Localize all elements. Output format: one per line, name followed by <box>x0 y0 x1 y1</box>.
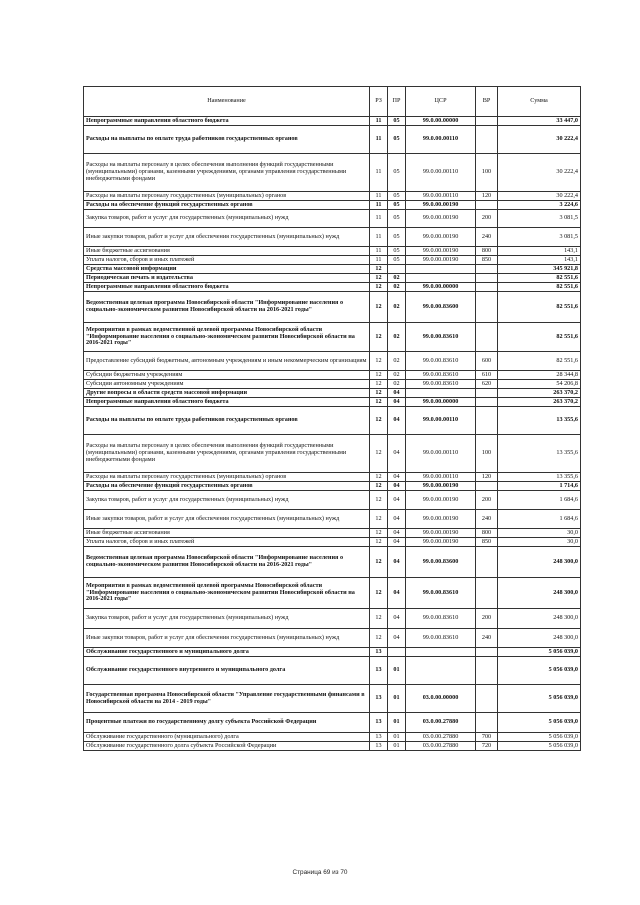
cell-pr: 04 <box>388 491 406 510</box>
table-row <box>84 538 581 547</box>
cell-rz: 12 <box>370 482 388 491</box>
cell-vr <box>476 292 498 323</box>
table-row <box>84 389 581 398</box>
cell-csr: 99.0.00.83610 <box>406 380 476 389</box>
cell-sum: 3 224,6 <box>498 201 581 210</box>
table-row <box>84 529 581 538</box>
table-row <box>84 482 581 491</box>
cell-name: Расходы на выплаты персоналу государственных (муниципальных) органов <box>84 192 370 201</box>
cell-rz: 13 <box>370 713 388 733</box>
cell-rz: 11 <box>370 126 388 154</box>
cell-name: Обслуживание государственного и муниципального долга <box>84 648 370 657</box>
cell-name: Иные закупки товаров, работ и услуг для обеспечения государственных (муниципальных) нужд <box>84 629 370 648</box>
cell-rz: 12 <box>370 371 388 380</box>
cell-sum: 248 300,0 <box>498 609 581 629</box>
cell-vr <box>476 578 498 609</box>
cell-rz: 12 <box>370 380 388 389</box>
cell-vr <box>476 407 498 435</box>
cell-sum: 5 056 039,0 <box>498 733 581 742</box>
cell-csr <box>406 389 476 398</box>
cell-rz: 12 <box>370 578 388 609</box>
budget-table <box>83 86 581 751</box>
cell-name: Иные закупки товаров, работ и услуг для обеспечения государственных (муниципальных) нужд <box>84 510 370 529</box>
cell-name: Непрограммные направления областного бюджета <box>84 117 370 126</box>
cell-pr: 05 <box>388 247 406 256</box>
cell-vr: 240 <box>476 629 498 648</box>
cell-csr: 99.0.00.83610 <box>406 609 476 629</box>
cell-rz: 11 <box>370 192 388 201</box>
cell-name: Уплата налогов, сборов и иных платежей <box>84 538 370 547</box>
cell-vr <box>476 389 498 398</box>
cell-csr: 99.0.00.00190 <box>406 210 476 228</box>
cell-vr <box>476 323 498 352</box>
cell-csr: 99.0.00.00190 <box>406 247 476 256</box>
cell-sum: 345 921,8 <box>498 265 581 274</box>
cell-csr: 99.0.00.00190 <box>406 491 476 510</box>
cell-csr: 99.0.00.83600 <box>406 547 476 578</box>
cell-name: Расходы на выплаты персоналу государственных (муниципальных) органов <box>84 473 370 482</box>
cell-vr: 200 <box>476 210 498 228</box>
cell-vr: 620 <box>476 380 498 389</box>
table-row <box>84 274 581 283</box>
cell-vr <box>476 398 498 407</box>
cell-pr: 04 <box>388 609 406 629</box>
header-rz: РЗ <box>370 87 388 117</box>
cell-rz: 13 <box>370 742 388 751</box>
cell-vr: 800 <box>476 529 498 538</box>
cell-rz: 12 <box>370 609 388 629</box>
table-row <box>84 510 581 529</box>
cell-csr <box>406 648 476 657</box>
cell-sum: 33 447,0 <box>498 117 581 126</box>
table-row <box>84 685 581 713</box>
cell-sum: 3 081,5 <box>498 210 581 228</box>
cell-sum: 82 551,6 <box>498 292 581 323</box>
cell-csr: 99.0.00.00000 <box>406 117 476 126</box>
cell-csr: 03.0.00.00000 <box>406 685 476 713</box>
cell-pr: 01 <box>388 713 406 733</box>
table-row <box>84 473 581 482</box>
cell-vr: 200 <box>476 609 498 629</box>
table-row <box>84 742 581 751</box>
cell-pr: 02 <box>388 352 406 371</box>
cell-pr: 04 <box>388 538 406 547</box>
table-row <box>84 547 581 578</box>
cell-csr: 99.0.00.00190 <box>406 256 476 265</box>
cell-rz: 13 <box>370 657 388 685</box>
cell-pr: 01 <box>388 742 406 751</box>
cell-name: Ведомственная целевая программа Новосибирской области "Информирование населения о социально-экономическом развитии Новосибирской области на 2016-2021 годы" <box>84 292 370 323</box>
cell-csr: 99.0.00.00000 <box>406 398 476 407</box>
table-row <box>84 380 581 389</box>
table-row <box>84 609 581 629</box>
cell-rz: 12 <box>370 547 388 578</box>
table-row <box>84 629 581 648</box>
cell-pr: 02 <box>388 323 406 352</box>
cell-pr: 02 <box>388 283 406 292</box>
cell-vr: 100 <box>476 435 498 473</box>
table-header-row <box>84 87 581 117</box>
table-row <box>84 578 581 609</box>
cell-csr: 99.0.00.00190 <box>406 538 476 547</box>
cell-rz: 11 <box>370 154 388 192</box>
cell-vr: 700 <box>476 733 498 742</box>
cell-sum: 54 206,8 <box>498 380 581 389</box>
table-row <box>84 228 581 247</box>
cell-name: Другие вопросы в области средств массовой информации <box>84 389 370 398</box>
cell-rz: 12 <box>370 538 388 547</box>
table-row <box>84 352 581 371</box>
header-pr: ПР <box>388 87 406 117</box>
table-row <box>84 733 581 742</box>
cell-name: Расходы на выплаты персоналу в целях обеспечения выполнения функций государственными (муниципальными) органами, казенными учреждениями, органами управления государственными внебюджетными фондами <box>84 154 370 192</box>
cell-vr: 720 <box>476 742 498 751</box>
cell-rz: 11 <box>370 247 388 256</box>
table-row <box>84 117 581 126</box>
table-row <box>84 201 581 210</box>
cell-pr: 02 <box>388 380 406 389</box>
cell-sum: 82 551,6 <box>498 323 581 352</box>
cell-sum: 82 551,6 <box>498 352 581 371</box>
cell-pr: 01 <box>388 685 406 713</box>
cell-sum: 1 684,6 <box>498 491 581 510</box>
cell-pr: 05 <box>388 117 406 126</box>
cell-rz: 12 <box>370 529 388 538</box>
cell-rz: 11 <box>370 117 388 126</box>
table-row <box>84 292 581 323</box>
cell-pr: 04 <box>388 529 406 538</box>
cell-sum: 30,0 <box>498 529 581 538</box>
cell-sum: 3 081,5 <box>498 228 581 247</box>
cell-pr: 02 <box>388 292 406 323</box>
table-row <box>84 435 581 473</box>
cell-pr: 04 <box>388 482 406 491</box>
cell-sum: 263 370,2 <box>498 389 581 398</box>
cell-sum: 5 056 039,0 <box>498 713 581 733</box>
cell-name: Уплата налогов, сборов и иных платежей <box>84 256 370 265</box>
cell-name: Процентные платежи по государственному долгу субъекта Российской Федерации <box>84 713 370 733</box>
cell-pr: 05 <box>388 154 406 192</box>
cell-csr <box>406 657 476 685</box>
cell-csr: 03.0.00.27880 <box>406 713 476 733</box>
header-csr: ЦСР <box>406 87 476 117</box>
cell-rz: 12 <box>370 398 388 407</box>
cell-sum: 1 684,6 <box>498 510 581 529</box>
cell-name: Непрограммные направления областного бюджета <box>84 283 370 292</box>
table-row <box>84 126 581 154</box>
cell-pr: 05 <box>388 126 406 154</box>
table-row <box>84 407 581 435</box>
table-row <box>84 398 581 407</box>
cell-csr: 99.0.00.00190 <box>406 510 476 529</box>
cell-rz: 13 <box>370 685 388 713</box>
cell-pr: 04 <box>388 629 406 648</box>
cell-name: Средства массовой информации <box>84 265 370 274</box>
cell-vr <box>476 648 498 657</box>
cell-rz: 12 <box>370 292 388 323</box>
cell-rz: 12 <box>370 389 388 398</box>
cell-rz: 13 <box>370 648 388 657</box>
cell-name: Мероприятия в рамках ведомственной целевой программы Новосибирской области "Информирование населения о социально-экономическом развитии Новосибирской области на 2016-2021 годы" <box>84 323 370 352</box>
cell-csr: 99.0.00.00190 <box>406 529 476 538</box>
cell-name: Расходы на обеспечение функций государственных органов <box>84 201 370 210</box>
table-row <box>84 371 581 380</box>
cell-rz: 11 <box>370 201 388 210</box>
cell-rz: 12 <box>370 435 388 473</box>
cell-sum: 30 222,4 <box>498 192 581 201</box>
cell-pr: 02 <box>388 371 406 380</box>
cell-name: Субсидии бюджетным учреждениям <box>84 371 370 380</box>
cell-rz: 13 <box>370 733 388 742</box>
cell-rz: 11 <box>370 256 388 265</box>
table-row <box>84 247 581 256</box>
table-row <box>84 323 581 352</box>
cell-name: Иные бюджетные ассигнования <box>84 247 370 256</box>
table-row <box>84 713 581 733</box>
cell-vr <box>476 657 498 685</box>
cell-csr: 99.0.00.83600 <box>406 292 476 323</box>
cell-name: Предоставление субсидий бюджетным, автономным учреждениям и иным некоммерческим организациям <box>84 352 370 371</box>
cell-sum: 13 355,6 <box>498 435 581 473</box>
cell-name: Субсидии автономным учреждениям <box>84 380 370 389</box>
cell-pr: 01 <box>388 657 406 685</box>
cell-name: Периодическая печать и издательства <box>84 274 370 283</box>
cell-vr: 120 <box>476 192 498 201</box>
cell-rz: 12 <box>370 510 388 529</box>
cell-name: Иные бюджетные ассигнования <box>84 529 370 538</box>
cell-csr: 99.0.00.83610 <box>406 578 476 609</box>
cell-sum: 143,1 <box>498 256 581 265</box>
cell-pr: 01 <box>388 733 406 742</box>
cell-rz: 12 <box>370 473 388 482</box>
cell-sum: 248 300,0 <box>498 547 581 578</box>
cell-csr: 03.0.00.27880 <box>406 733 476 742</box>
cell-name: Ведомственная целевая программа Новосибирской области "Информирование населения о социально-экономическом развитии Новосибирской области на 2016-2021 годы" <box>84 547 370 578</box>
cell-vr: 200 <box>476 491 498 510</box>
cell-pr: 04 <box>388 547 406 578</box>
cell-name: Закупка товаров, работ и услуг для государственных (муниципальных) нужд <box>84 609 370 629</box>
cell-pr: 05 <box>388 228 406 247</box>
cell-name: Расходы на обеспечение функций государственных органов <box>84 482 370 491</box>
cell-name: Мероприятия в рамках ведомственной целевой программы Новосибирской области "Информирование населения о социально-экономическом развитии Новосибирской области на 2016-2021 годы" <box>84 578 370 609</box>
cell-pr <box>388 648 406 657</box>
cell-name: Обслуживание государственного долга субъекта Российской Федерации <box>84 742 370 751</box>
cell-pr: 05 <box>388 210 406 228</box>
cell-name: Непрограммные направления областного бюджета <box>84 398 370 407</box>
cell-csr: 99.0.00.83610 <box>406 352 476 371</box>
cell-vr <box>476 685 498 713</box>
cell-csr: 99.0.00.00110 <box>406 473 476 482</box>
table-row <box>84 192 581 201</box>
cell-sum: 30 222,4 <box>498 154 581 192</box>
cell-csr <box>406 274 476 283</box>
cell-vr: 120 <box>476 473 498 482</box>
cell-name: Обслуживание государственного внутреннего и муниципального долга <box>84 657 370 685</box>
cell-sum: 30 222,4 <box>498 126 581 154</box>
cell-sum: 13 355,6 <box>498 473 581 482</box>
cell-vr: 240 <box>476 510 498 529</box>
cell-sum: 143,1 <box>498 247 581 256</box>
cell-csr: 99.0.00.00110 <box>406 192 476 201</box>
cell-vr <box>476 265 498 274</box>
page-number: Страница 69 из 70 <box>292 869 348 876</box>
table-row <box>84 256 581 265</box>
cell-pr: 04 <box>388 389 406 398</box>
cell-sum: 5 056 039,0 <box>498 657 581 685</box>
cell-csr: 99.0.00.83610 <box>406 629 476 648</box>
cell-sum: 13 355,6 <box>498 407 581 435</box>
cell-csr: 99.0.00.00110 <box>406 435 476 473</box>
cell-pr: 04 <box>388 435 406 473</box>
cell-sum: 82 551,6 <box>498 283 581 292</box>
table-row <box>84 265 581 274</box>
cell-vr: 850 <box>476 538 498 547</box>
cell-name: Иные закупки товаров, работ и услуг для обеспечения государственных (муниципальных) нужд <box>84 228 370 247</box>
cell-pr: 05 <box>388 256 406 265</box>
table-row <box>84 648 581 657</box>
cell-vr <box>476 482 498 491</box>
cell-csr: 99.0.00.00190 <box>406 482 476 491</box>
cell-name: Расходы на выплаты по оплате труда работников государственных органов <box>84 407 370 435</box>
cell-vr <box>476 547 498 578</box>
cell-vr <box>476 117 498 126</box>
cell-csr: 03.0.00.27880 <box>406 742 476 751</box>
cell-csr: 99.0.00.83610 <box>406 371 476 380</box>
cell-sum: 248 300,0 <box>498 629 581 648</box>
cell-pr: 04 <box>388 510 406 529</box>
cell-sum: 5 056 039,0 <box>498 742 581 751</box>
cell-sum: 1 714,6 <box>498 482 581 491</box>
cell-csr: 99.0.00.00110 <box>406 154 476 192</box>
cell-sum: 82 551,6 <box>498 274 581 283</box>
cell-vr <box>476 713 498 733</box>
cell-csr: 99.0.00.00190 <box>406 228 476 247</box>
cell-name: Расходы на выплаты персоналу в целях обеспечения выполнения функций государственными (муниципальными) органами, казенными учреждениями, органами управления государственными внебюджетными фондами <box>84 435 370 473</box>
table-row <box>84 154 581 192</box>
cell-sum: 263 370,2 <box>498 398 581 407</box>
cell-name: Расходы на выплаты по оплате труда работников государственных органов <box>84 126 370 154</box>
cell-vr: 240 <box>476 228 498 247</box>
cell-rz: 12 <box>370 491 388 510</box>
cell-rz: 12 <box>370 352 388 371</box>
cell-sum: 30,0 <box>498 538 581 547</box>
cell-sum: 28 344,8 <box>498 371 581 380</box>
table-row <box>84 491 581 510</box>
table-row <box>84 283 581 292</box>
cell-name: Закупка товаров, работ и услуг для государственных (муниципальных) нужд <box>84 210 370 228</box>
cell-vr: 100 <box>476 154 498 192</box>
cell-pr: 04 <box>388 407 406 435</box>
table-row <box>84 657 581 685</box>
header-name: Наименование <box>84 87 370 117</box>
cell-vr: 850 <box>476 256 498 265</box>
cell-name: Обслуживание государственного (муниципального) долга <box>84 733 370 742</box>
cell-csr: 99.0.00.83610 <box>406 323 476 352</box>
table-row <box>84 210 581 228</box>
cell-csr: 99.0.00.00110 <box>406 126 476 154</box>
cell-sum: 248 300,0 <box>498 578 581 609</box>
cell-sum: 5 056 039,0 <box>498 685 581 713</box>
cell-csr: 99.0.00.00000 <box>406 283 476 292</box>
cell-pr: 05 <box>388 201 406 210</box>
cell-rz: 12 <box>370 323 388 352</box>
cell-sum: 5 056 039,0 <box>498 648 581 657</box>
cell-pr: 04 <box>388 578 406 609</box>
cell-csr: 99.0.00.00110 <box>406 407 476 435</box>
cell-pr <box>388 265 406 274</box>
cell-vr: 610 <box>476 371 498 380</box>
cell-rz: 12 <box>370 274 388 283</box>
cell-pr: 02 <box>388 274 406 283</box>
cell-pr: 04 <box>388 473 406 482</box>
cell-rz: 12 <box>370 629 388 648</box>
cell-name: Государственная программа Новосибирской области "Управление государственными финансами в Новосибирской области на 2014 - 2019 годы" <box>84 685 370 713</box>
cell-rz: 12 <box>370 407 388 435</box>
header-sum: Сумма <box>498 87 581 117</box>
cell-rz: 12 <box>370 283 388 292</box>
cell-vr <box>476 201 498 210</box>
cell-vr <box>476 283 498 292</box>
cell-vr: 800 <box>476 247 498 256</box>
cell-name: Закупка товаров, работ и услуг для государственных (муниципальных) нужд <box>84 491 370 510</box>
cell-csr: 99.0.00.00190 <box>406 201 476 210</box>
cell-rz: 11 <box>370 228 388 247</box>
cell-rz: 12 <box>370 265 388 274</box>
cell-vr <box>476 126 498 154</box>
cell-vr <box>476 274 498 283</box>
cell-pr: 04 <box>388 398 406 407</box>
cell-pr: 05 <box>388 192 406 201</box>
cell-rz: 11 <box>370 210 388 228</box>
cell-vr: 600 <box>476 352 498 371</box>
table-body <box>84 117 581 751</box>
cell-csr <box>406 265 476 274</box>
header-vr: ВР <box>476 87 498 117</box>
